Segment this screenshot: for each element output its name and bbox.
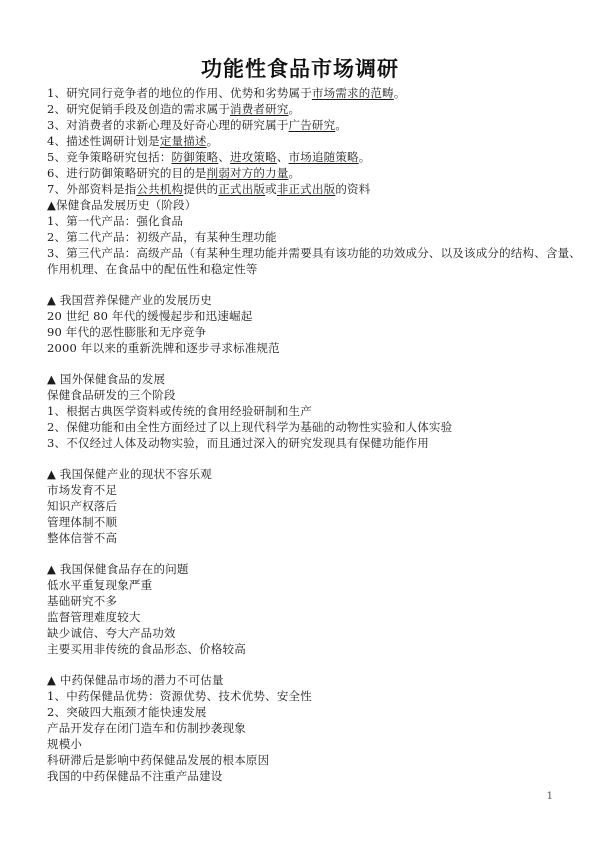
plain-text: 保健食品研发的三个阶段 — [47, 388, 176, 402]
plain-text: ▲保健食品发展历史（阶段） — [47, 198, 197, 212]
plain-text: 1、第一代产品：强化食品 — [47, 214, 184, 228]
blank-line — [47, 356, 567, 371]
plain-text: 管理体制不顺 — [47, 515, 118, 529]
text-line — [47, 101, 567, 117]
text-line — [47, 720, 567, 736]
text-line — [47, 498, 567, 514]
plain-text: 2、保健功能和由全性方面经过了以上现代科学为基础的动物性实验和人体实验 — [47, 420, 453, 434]
text-line — [47, 403, 567, 419]
plain-text: ▲ 我国营养保健产业的发展历史 — [47, 293, 212, 307]
plain-text: 我国的中药保健品不注重产品建设 — [47, 769, 223, 783]
plain-text: 、 — [276, 150, 289, 164]
plain-text: 。 — [288, 102, 301, 116]
plain-text: 缺少诚信、夸大产品功效 — [47, 626, 176, 640]
text-line — [47, 165, 567, 181]
text-line — [47, 85, 567, 101]
text-line — [47, 625, 567, 641]
plain-text: ▲ 中药保健品市场的潜力不可估量 — [47, 673, 224, 687]
text-line — [47, 736, 567, 752]
text-line — [47, 181, 567, 197]
plain-text: 基础研究不多 — [47, 594, 118, 608]
underlined-text: 进攻策略 — [230, 150, 277, 164]
text-line — [47, 245, 582, 261]
text-line — [47, 387, 567, 403]
text-line — [47, 117, 567, 133]
plain-text: 。 — [358, 150, 371, 164]
plain-text: 产品开发存在闭门造车和仿制抄袭现象 — [47, 721, 246, 735]
underlined-text: 正式出版 — [218, 182, 266, 196]
plain-text: 3、第三代产品：高级产品（有某种生理功能并需要具有该功能的功效成分、以及该成分的结构、含量、 — [47, 246, 582, 260]
text-line — [47, 340, 567, 356]
underlined-text: 广告研究 — [288, 118, 336, 132]
plain-text: 提供的 — [183, 182, 219, 196]
underlined-text: 防御策略 — [171, 150, 219, 164]
text-line — [47, 292, 567, 308]
underlined-text: 公共机构 — [136, 182, 184, 196]
plain-text: 7、外部资料是指 — [47, 182, 137, 196]
plain-text: 1、中药保健品优势：资源优势、技术优势、安全性 — [47, 689, 312, 703]
plain-text: 低水平重复现象严重 — [47, 578, 153, 592]
text-line — [47, 197, 567, 213]
document-body — [47, 85, 582, 784]
text-line — [47, 577, 567, 593]
plain-text: 规模小 — [47, 737, 83, 751]
text-line — [47, 593, 567, 609]
plain-text: 90 年代的恶性膨胀和无序竞争 — [47, 325, 207, 339]
plain-text: 2、研究促销手段及创造的需求属于 — [47, 102, 231, 116]
plain-text: 知识产权落后 — [47, 499, 118, 513]
text-line — [47, 688, 567, 704]
plain-text: 4、描述性调研计划是 — [47, 134, 160, 148]
plain-text: 。 — [206, 134, 219, 148]
text-line — [47, 213, 567, 229]
text-line — [47, 261, 567, 277]
underlined-text: 市场需求的范畴 — [311, 86, 394, 100]
text-line — [47, 514, 567, 530]
underlined-text: 消费者研究 — [230, 102, 289, 116]
text-line — [47, 609, 567, 625]
text-line — [47, 752, 567, 768]
blank-line — [47, 546, 567, 561]
text-line — [47, 149, 567, 165]
blank-line — [47, 657, 567, 672]
plain-text: 3、不仅经过人体及动物实验，而且通过深入的研究发现具有保健功能作用 — [47, 436, 429, 450]
plain-text: 2、第二代产品：初级产品，有某种生理功能 — [47, 230, 277, 244]
plain-text: 监督管理难度较大 — [47, 610, 141, 624]
plain-text: 5、竞争策略研究包括： — [47, 150, 172, 164]
plain-text: 。 — [335, 118, 348, 132]
text-line — [47, 561, 567, 577]
text-line — [47, 324, 567, 340]
page-title: 功能性食品市场调研 — [201, 56, 399, 81]
text-line — [47, 704, 567, 720]
underlined-text: 市场追随策略 — [288, 150, 359, 164]
plain-text: 科研滞后是影响中药保健品发展的根本原因 — [47, 753, 270, 767]
plain-text: 2000 年以来的重新洗牌和逐步寻求标准规范 — [47, 341, 280, 355]
plain-text: 1、根据古典医学资料或传统的食用经验研制和生产 — [47, 404, 312, 418]
text-line — [47, 133, 567, 149]
text-line — [47, 435, 567, 451]
plain-text: 。 — [393, 86, 406, 100]
text-line — [47, 308, 567, 324]
plain-text: 6、进行防御策略研究的目的是 — [47, 166, 207, 180]
plain-text: 的资料 — [335, 182, 371, 196]
text-line — [47, 641, 567, 657]
plain-text: 整体信誉不高 — [47, 531, 118, 545]
underlined-text: 非正式出版 — [276, 182, 336, 196]
text-line — [47, 482, 567, 498]
text-line — [47, 466, 567, 482]
underlined-text: 削弱对方的力量 — [206, 166, 289, 180]
text-line — [47, 768, 567, 784]
plain-text: 作用机理、在食品中的配伍性和稳定性等 — [47, 262, 258, 276]
text-line — [47, 419, 567, 435]
plain-text: 2、突破四大瓶颈才能快速发展 — [47, 705, 207, 719]
blank-line — [47, 451, 567, 466]
text-line — [47, 530, 567, 546]
plain-text: 3、对消费者的求新心理及好奇心理的研究属于 — [47, 118, 289, 132]
text-line — [47, 672, 567, 688]
plain-text: ▲ 我国保健食品存在的问题 — [47, 562, 189, 576]
page-number: 1 — [546, 791, 553, 802]
text-line — [47, 371, 567, 387]
plain-text: 或 — [265, 182, 277, 196]
plain-text: ▲ 我国保健产业的现状不容乐观 — [47, 467, 212, 481]
underlined-text: 定量描述 — [159, 134, 207, 148]
plain-text: 、 — [218, 150, 231, 164]
plain-text: 市场发育不足 — [47, 483, 118, 497]
plain-text: 1、研究同行竞争者的地位的作用、优势和劣势属于 — [47, 86, 312, 100]
text-line — [47, 229, 567, 245]
plain-text: 20 世纪 80 年代的缓慢起步和迅速崛起 — [47, 309, 253, 323]
plain-text: 主要买用非传统的食品形态、价格较高 — [47, 642, 246, 656]
blank-line — [47, 277, 567, 292]
plain-text: 。 — [288, 166, 301, 180]
plain-text: ▲ 国外保健食品的发展 — [47, 372, 166, 386]
